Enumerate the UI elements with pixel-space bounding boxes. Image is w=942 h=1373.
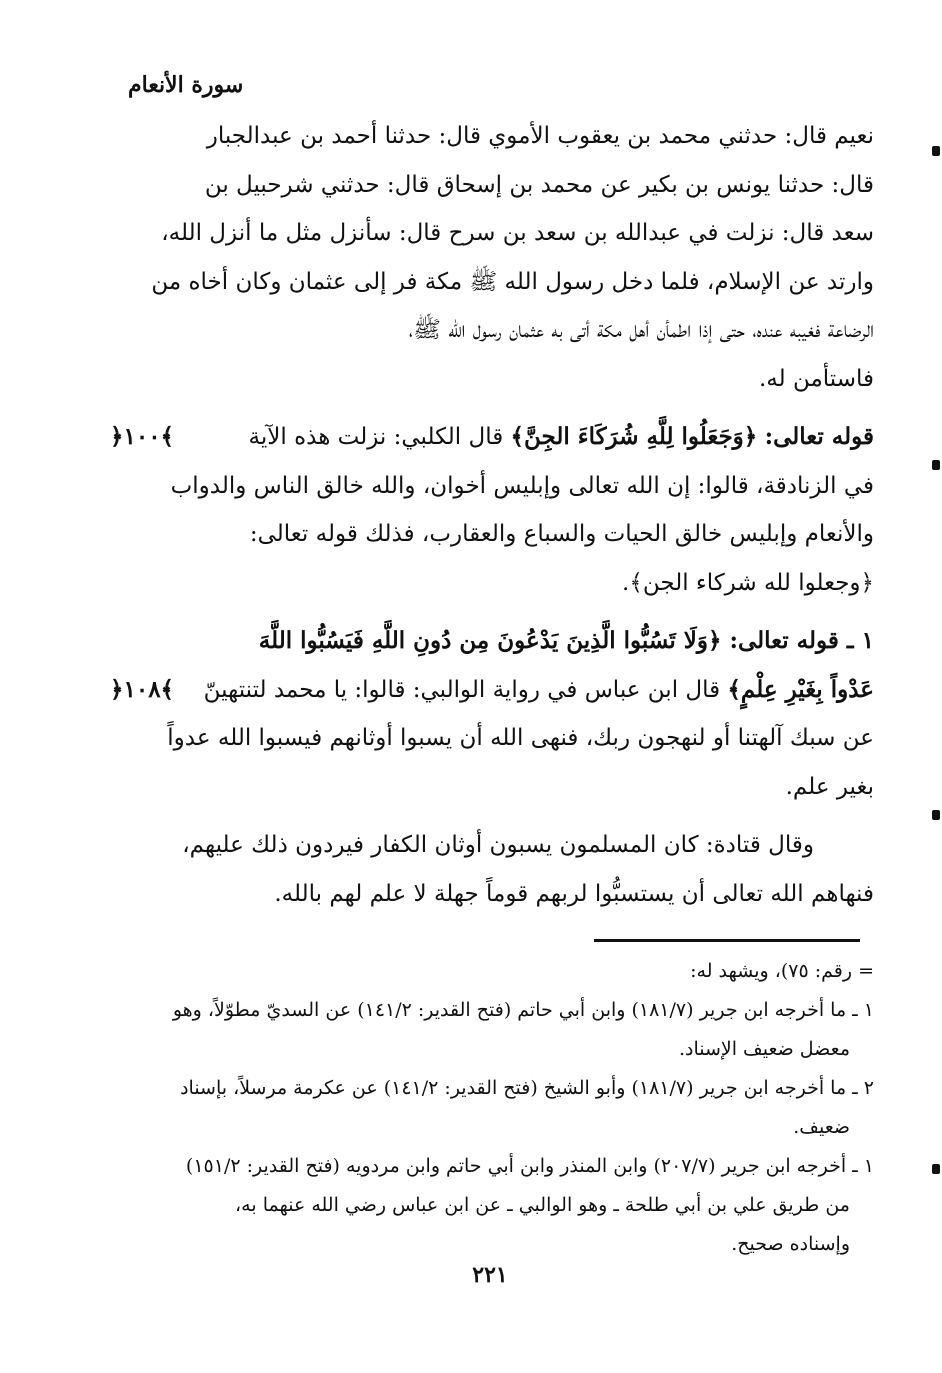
verse-lead-phrase: قوله تعالى: — [764, 423, 874, 450]
verse-number-marker: ﴿١٠٨﴾ — [110, 675, 175, 703]
page-number: ٢٢١ — [472, 1262, 508, 1288]
text-line: فنهاهم الله تعالى أن يستسبُّوا لربهم قوماً جهلة لا علم لهم بالله. — [274, 880, 874, 907]
text-line: الرضاعة فغيبه عنده، حتى إذا اطمأن أهل مكة أتى به عثمان رسول الله ﷺ، — [408, 317, 874, 343]
paragraph-verse-108 — [108, 617, 874, 811]
text-line: قال: حدثنا يونس بن بكير عن محمد بن إسحاق قال: حدثني شرحبيل بن — [204, 171, 874, 198]
paragraph-qatada — [108, 821, 874, 918]
text-line: عن سبك آلهتنا أو لنهجون ربك، فنهى الله أن يسبوا أوثانهم فيسبوا الله عدواً — [167, 725, 874, 751]
text-line: نعيم قال: حدثني محمد بن يعقوب الأموي قال: حدثنا أحمد بن عبدالجبار — [206, 123, 874, 149]
scan-edge-mark — [932, 810, 940, 820]
quran-quote: ﴿وَجَعَلُوا لِلَّهِ شُرَكَاءَ الجِنَّ﴾ — [510, 423, 758, 450]
paragraph-verse-100 — [108, 413, 874, 607]
text-line: سعد قال: نزلت في عبدالله بن سعد بن سرح قال: سأنزل مثل ما أنزل الله، — [161, 220, 874, 246]
footnotes-section — [170, 952, 874, 1264]
commentary-text: قال ابن عباس في رواية الوالبي: قالوا: يا محمد لتنتهينّ — [203, 676, 721, 703]
main-text-body — [108, 112, 874, 918]
text-line — [108, 413, 874, 462]
quran-quote: عَدْواً بِغَيْرِ عِلْمٍ﴾ — [727, 675, 874, 703]
scan-edge-mark — [932, 146, 940, 156]
text-line: فاستأمن له. — [758, 365, 874, 392]
verse-lead-phrase: ١ ـ قوله تعالى: — [729, 627, 874, 654]
scan-edge-mark — [932, 1164, 940, 1174]
footnote-item: ٢ ـ ما أخرجه ابن جرير (١٨١/٧) وأبو الشيخ (فتح القدير: ١٤١/٢) عن عكرمة مرسلاً، بإسناد ضعيف. — [180, 1077, 874, 1138]
paragraph-isnad — [108, 112, 874, 403]
text-line: والأنعام وإبليس خالق الحيات والسباع والعقارب، فذلك قوله تعالى: — [249, 521, 874, 547]
verse-number-marker: ﴿١٠٠﴾ — [110, 423, 175, 450]
text-line: ﴿وجعلوا لله شركاء الجن﴾. — [622, 569, 874, 596]
footnote-item: ١ ـ ما أخرجه ابن جرير (١٨١/٧) وابن أبي حاتم (فتح القدير: ١٤١/٢) عن السديّ مطوّلاً، وهو معضل ضعيف الإسناد. — [172, 999, 874, 1060]
text-line: وارتد عن الإسلام، فلما دخل رسول الله ﷺ مكة فر إلى عثمان وكان أخاه من — [151, 268, 874, 295]
running-header-surah-title: سورة الأنعام — [128, 72, 244, 98]
footnote-item: ١ ـ أخرجه ابن جرير (٢٠٧/٧) وابن المنذر وابن أبي حاتم وابن مردويه (فتح القدير: ١٥١/٢) من طريق علي بن أبي طلحة ـ وهو الوالبي ـ عن ابن عباس رضي الله عنهما به، وإسناده صحيح. — [185, 1155, 874, 1255]
quran-quote: ﴿وَلَا تَسُبُّوا الَّذِينَ يَدْعُونَ مِن دُونِ اللَّهِ فَيَسُبُّوا اللَّهَ — [258, 627, 722, 654]
text-line: وقال قتادة: كان المسلمون يسبون أوثان الكفار فيردون ذلك عليهم، — [182, 832, 814, 858]
commentary-text: قال الكلبي: نزلت هذه الآية — [248, 424, 504, 450]
text-line: في الزنادقة، قالوا: إن الله تعالى وإبليس أخوان، والله خالق الناس والدواب — [170, 472, 874, 499]
text-line: بغير علم. — [785, 773, 874, 800]
scan-edge-mark — [932, 460, 940, 470]
footnote-divider — [594, 939, 860, 942]
text-line — [108, 617, 874, 666]
text-line — [108, 666, 874, 715]
footnote-continuation: = رقم: ٧٥)، ويشهد له: — [690, 960, 874, 982]
